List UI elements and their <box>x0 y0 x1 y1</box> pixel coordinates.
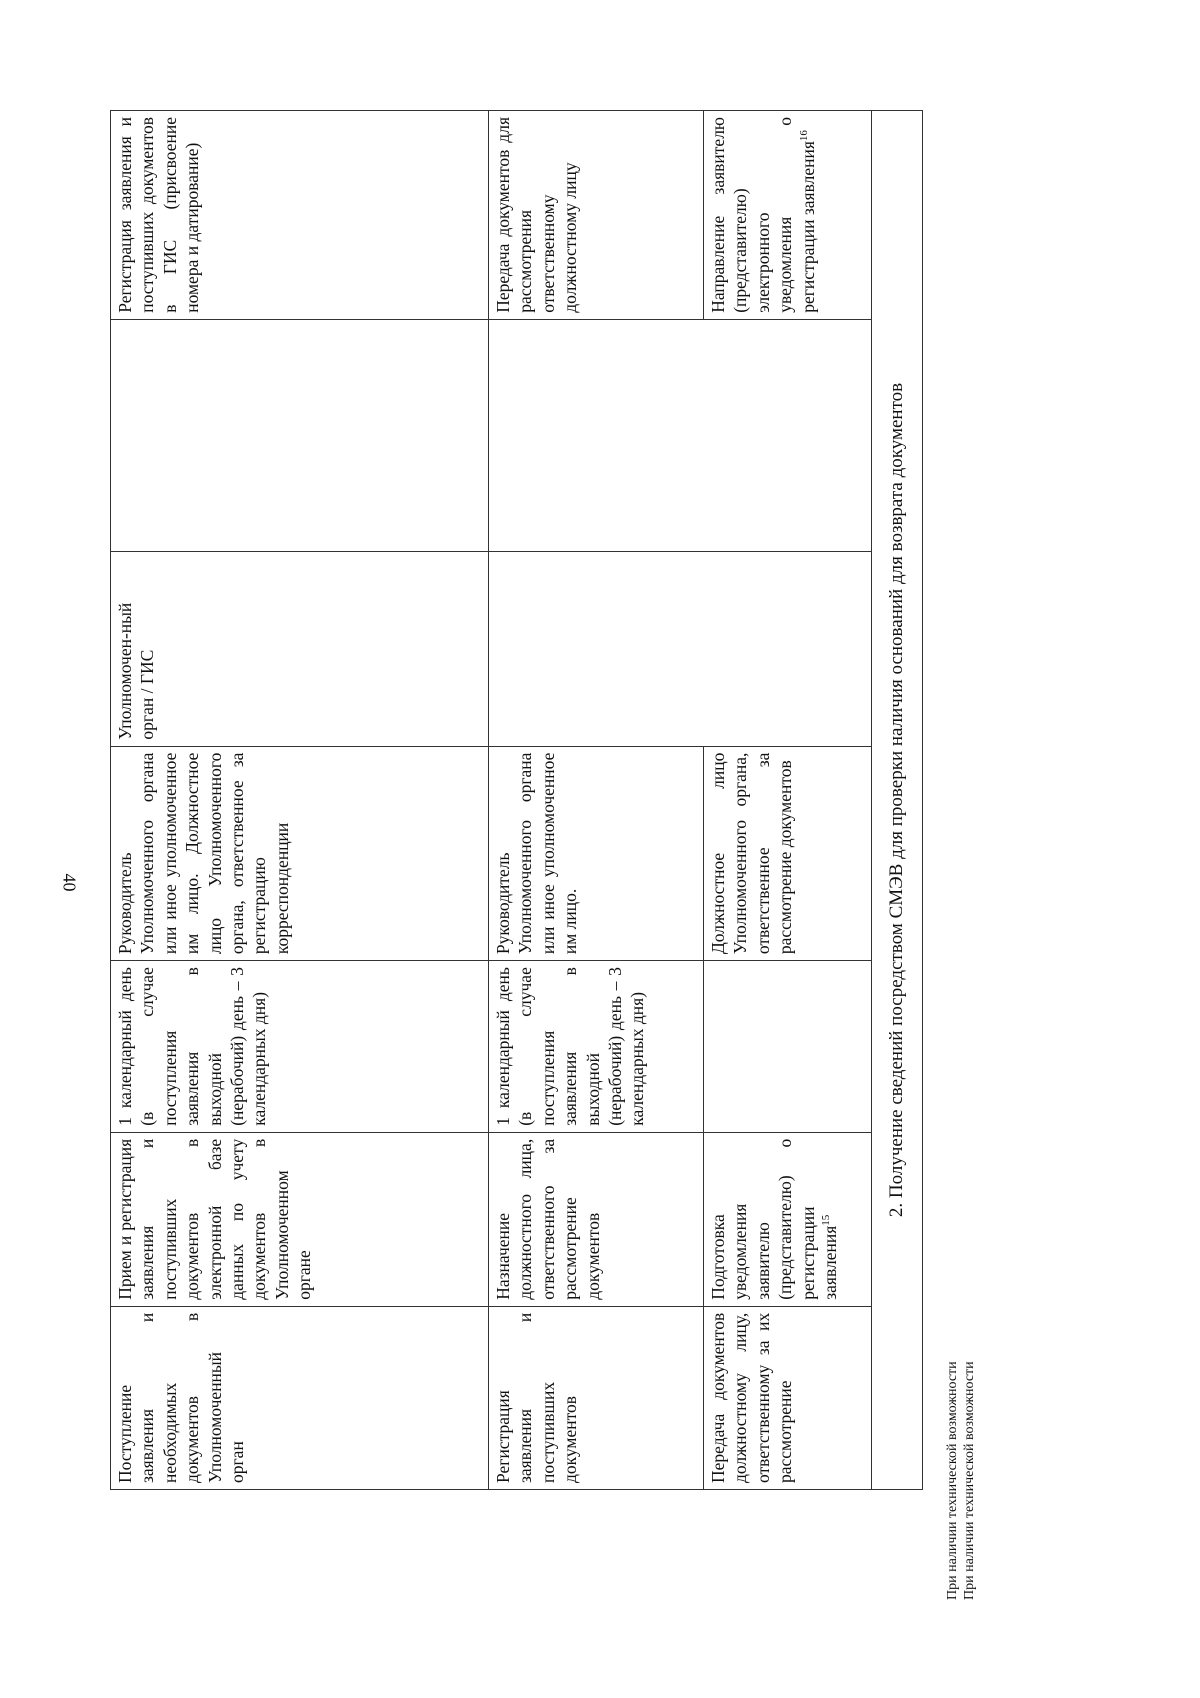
cell-action <box>704 1132 872 1306</box>
cell-location-empty <box>704 551 872 746</box>
table-row <box>111 111 489 1490</box>
cell-responsible: Руководитель Уполномоченного органа или иное уполномоченное им лицо. Должностное лицо Уполномоченного органа, ответственное за регистрацию корреспонденции <box>111 746 489 961</box>
cell-basis: Поступление заявления и необходимых документов в Уполномоченный орган <box>111 1306 489 1489</box>
footnote-15: При наличии технической возможности <box>945 1361 960 1600</box>
cell-action-text: Подготовка уведомления заявителю (представителю) о регистрации заявления <box>708 1138 840 1300</box>
cell-criteria-empty <box>489 319 704 551</box>
cell-duration: 1 календарный день (в случае поступления заявления в выходной (нерабочий) день – 3 календарных дня) <box>489 961 704 1133</box>
footnote-mark: 15 <box>820 1214 833 1226</box>
footnotes <box>945 1300 979 1600</box>
table-row <box>704 111 872 1490</box>
footnote-16: При наличии технической возможности <box>961 1361 977 1600</box>
footnote-mark: 16 <box>797 130 810 142</box>
cell-result: Регистрация заявления и поступивших документов в ГИС (присвоение номера и датирование) <box>111 111 489 320</box>
cell-basis: Передача документов должностному лицу, ответственному за их рассмотрение <box>704 1306 872 1489</box>
cell-criteria-empty <box>704 319 872 551</box>
table-row <box>489 111 704 1490</box>
cell-responsible: Руководитель Уполномоченного органа или иное уполномоченное им лицо. <box>489 746 704 961</box>
cell-result <box>704 111 872 320</box>
section-row <box>872 111 923 1490</box>
cell-result: Передача документов для рассмотрения ответственному должностному лицу <box>489 111 704 320</box>
cell-location-empty <box>489 551 704 746</box>
cell-location: Уполномочен-ный орган / ГИС <box>111 551 489 746</box>
section-title: 2. Получение сведений посредством СМЭВ для проверки наличия оснований для возврата документов <box>872 111 923 1490</box>
cell-action: Назначение должностного лица, ответственного за рассмотрение документов <box>489 1132 704 1306</box>
table-container <box>110 110 915 1490</box>
cell-duration: 1 календарный день (в случае поступления заявления в выходной (нерабочий) день – 3 календарных дня) <box>111 961 489 1133</box>
cell-result-text: Направление заявителю (представителю) электронного уведомления о регистрации заявления <box>708 117 818 313</box>
page-number: 40 <box>59 873 80 892</box>
cell-action: Прием и регистрация заявления и поступивших документов в электронной базе данных по учету документов в Уполномоченном органе <box>111 1132 489 1306</box>
cell-basis: Регистрация заявления и поступивших документов <box>489 1306 704 1489</box>
cell-criteria <box>111 319 489 551</box>
cell-duration-empty <box>704 961 872 1133</box>
cell-responsible: Должностное лицо Уполномоченного органа, ответственное за рассмотрение документов <box>704 746 872 961</box>
service-procedure-table <box>110 110 923 1490</box>
